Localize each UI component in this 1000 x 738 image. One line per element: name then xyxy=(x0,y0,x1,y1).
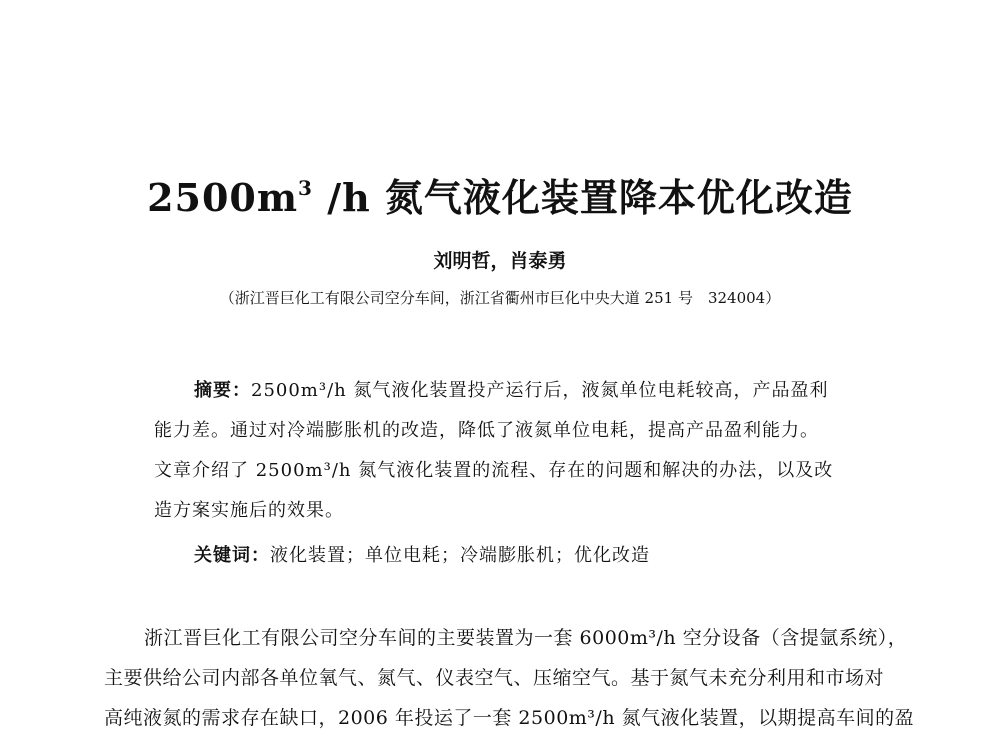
affiliation: （浙江晋巨化工有限公司空分车间，浙江省衢州市巨化中央大道 251 号 324004） xyxy=(219,289,781,307)
body-paragraph xyxy=(104,618,924,738)
keywords-text: 液化装置；单位电耗；冷端膨胀机；优化改造 xyxy=(270,545,650,566)
title-prefix: 2500m xyxy=(147,175,299,220)
abstract-line-3: 文章介绍了 2500m³/h 氮气液化装置的流程、存在的问题和解决的办法，以及改 xyxy=(154,460,834,481)
body-line-3: 高纯液氮的需求存在缺口，2006 年投运了一套 2500m³/h 氮气液化装置，以期提高车间的盈 xyxy=(104,707,915,729)
body-line-1: 浙江晋巨化工有限公司空分车间的主要装置为一套 6000m³/h 空分设备（含提氩系统）， xyxy=(144,627,908,649)
authors: 刘明哲，肖泰勇 xyxy=(433,250,567,272)
abstract-text-1: 2500m³/h 氮气液化装置投产运行后，液氮单位电耗较高，产品盈利 xyxy=(251,380,829,401)
title-superscript: 3 xyxy=(298,176,313,200)
keywords-label: 关键词： xyxy=(194,545,270,566)
title-suffix: /h 氮气液化装置降本优化改造 xyxy=(312,175,853,220)
abstract xyxy=(154,371,874,531)
body-line-2: 主要供给公司内部各单位氧气、氮气、仪表空气、压缩空气。基于氮气未充分利用和市场对 xyxy=(104,667,885,689)
abstract-line-1 xyxy=(154,371,874,411)
keywords xyxy=(194,536,894,576)
paper-title xyxy=(0,163,1000,223)
abstract-label: 摘要： xyxy=(194,380,251,401)
abstract-line-2: 能力差。通过对冷端膨胀机的改造，降低了液氮单位电耗，提高产品盈利能力。 xyxy=(154,420,819,441)
abstract-line-4: 造方案实施后的效果。 xyxy=(154,500,344,521)
